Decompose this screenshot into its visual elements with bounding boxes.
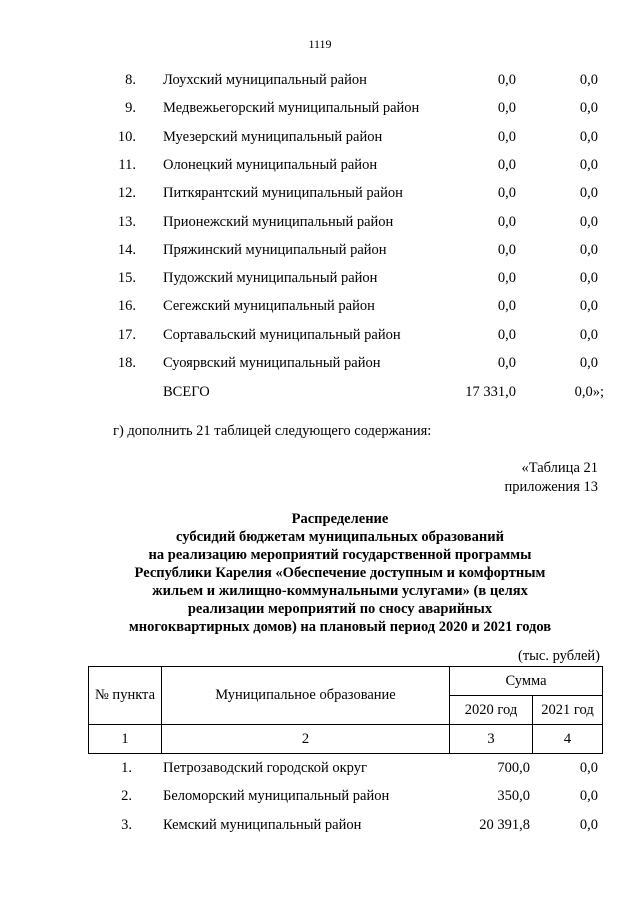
index-cell: 3 [450,725,533,754]
value-2020: 0,0 [497,72,516,88]
table-row [0,268,640,288]
table-row [0,296,640,316]
table-row [0,815,640,835]
page-number: 1119 [308,37,332,51]
municipality-name: Петрозаводский городской округ [163,760,367,776]
value-2021: 0,0 [579,816,598,833]
value-2021: 0,0 [579,788,598,805]
heading-line: многоквартирных домов) на плановый период 2020 и 2021 годов [128,619,552,635]
heading-line: на реализацию мероприятий государственной программы [148,547,532,563]
value-2020: 700,0 [497,760,530,776]
value-2020: 0,0 [497,100,516,117]
index-cell: 1 [89,725,162,754]
value-2020: 0,0 [497,355,516,371]
table-row [0,127,640,147]
value-2020: 0,0 [497,128,516,145]
table-row [0,70,640,90]
value-2021: 0,0 [579,156,598,173]
municipality-name: Пудожский муниципальный район [163,270,378,287]
row-number: 16. [117,298,136,315]
total-row [0,382,640,402]
heading-line: Распределение [291,511,389,527]
value-2021: 0,0 [579,72,598,88]
table-row [0,786,640,806]
table-heading [60,510,620,636]
value-2020: 0,0 [497,241,516,258]
value-2020: 0,0 [497,298,516,315]
value-2021: 0,0 [579,355,598,371]
header-number: № пункта [89,667,162,725]
header-year-2021: 2021 год [533,696,603,725]
table-row [0,325,640,345]
header-sum: Сумма [450,667,603,696]
index-cell: 2 [162,725,450,754]
row-number: 11. [118,156,136,173]
row-number: 2. [121,788,132,805]
index-cell: 4 [533,725,603,754]
value-2020: 0,0 [497,156,516,173]
value-2020: 0,0 [497,326,516,343]
municipality-name: Олонецкий муниципальный район [163,156,378,173]
table-header [88,666,603,754]
heading-line: субсидий бюджетам муниципальных образований [176,529,504,545]
total-value-2021: 0,0»; [574,384,604,400]
municipality-name: Пряжинский муниципальный район [163,241,387,258]
row-number: 17. [117,326,136,343]
row-number: 10. [117,128,136,145]
heading-line: жильем и жилищно-коммунальными услугами» (в целях [152,583,528,599]
value-2021: 0,0 [579,241,598,258]
municipality-name: Лоухский муниципальный район [163,72,367,88]
value-2021: 0,0 [579,128,598,145]
total-label: ВСЕГО [163,384,210,400]
instruction-text: г) дополнить 21 таблицей следующего содержания: [113,423,432,439]
value-2021: 0,0 [579,185,598,202]
row-number: 3. [121,816,132,833]
row-number: 1. [121,760,132,776]
municipality-name: Прионежский муниципальный район [163,213,394,230]
table-caption-line-1: «Таблица 21 [521,460,598,476]
total-value-2020: 17 331,0 [465,384,516,400]
value-2021: 0,0 [579,298,598,315]
value-2021: 0,0 [579,760,598,776]
table-row [0,353,640,373]
value-2021: 0,0 [579,270,598,287]
row-number: 8. [125,72,136,88]
value-2020: 0,0 [497,270,516,287]
value-2020: 0,0 [497,213,516,230]
table-row [0,98,640,118]
row-number: 14. [117,241,136,258]
municipality-name: Муезерский муниципальный район [163,128,383,145]
units-label: (тыс. рублей) [518,648,600,664]
table-row [0,183,640,203]
municipality-name: Питкярантский муниципальный район [163,185,403,202]
municipality-name: Суоярвский муниципальный район [163,355,381,371]
row-number: 15. [117,270,136,287]
municipality-name: Беломорский муниципальный район [163,788,390,805]
value-2020: 0,0 [497,185,516,202]
row-number: 12. [117,185,136,202]
value-2020: 20 391,8 [479,816,530,833]
table-row [0,212,640,232]
row-number: 18. [117,355,136,371]
value-2021: 0,0 [579,326,598,343]
row-number: 13. [117,213,136,230]
header-year-2020: 2020 год [450,696,533,725]
value-2020: 350,0 [497,788,530,805]
table-row [0,758,640,778]
heading-line: Республики Карелия «Обеспечение доступным и комфортным [134,565,546,581]
value-2021: 0,0 [579,213,598,230]
municipality-name: Сегежский муниципальный район [163,298,375,315]
table-caption-line-2: приложения 13 [504,479,598,495]
value-2021: 0,0 [579,100,598,117]
municipality-name: Кемский муниципальный район [163,816,362,833]
table-row [0,155,640,175]
row-number: 9. [125,100,136,117]
heading-line: реализации мероприятий по сносу аварийных [187,601,493,617]
municipality-name: Медвежьегорский муниципальный район [163,100,420,117]
header-municipality: Муниципальное образование [162,667,450,725]
municipality-name: Сортавальский муниципальный район [163,326,401,343]
table-row [0,240,640,260]
